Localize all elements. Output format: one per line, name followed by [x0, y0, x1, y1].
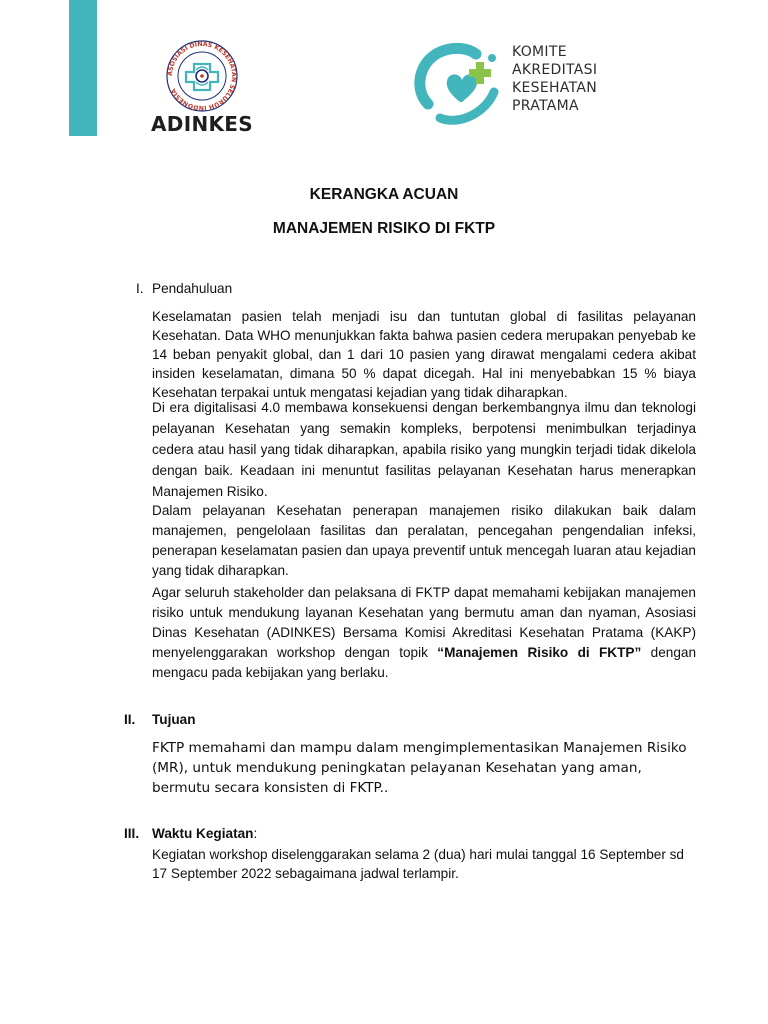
kakp-wordmark — [512, 43, 597, 115]
document-title: KERANGKA ACUAN — [309, 186, 459, 203]
kakp-line-1: KOMITE — [512, 44, 567, 60]
workshop-topic: “Manajemen Risiko di FKTP” — [437, 645, 642, 660]
kakp-emblem-icon — [410, 40, 510, 126]
section-1-paragraph-4-text: Agar seluruh stakeholder dan pelaksana di FKTP dapat memahami kebijakan manajemen risiko untuk mendukung layanan Kesehatan yang bermutu aman dan nyaman, Asosiasi Dinas Kesehatan (ADINKES) Bersama Komisi Akreditasi Kesehatan Pratama (KAKP) menyelenggarakan workshop dengan topik — [152, 585, 696, 660]
section-3-heading: Waktu Kegiatan — [152, 826, 254, 841]
adinkes-ring-text: ASOSIASI DINAS KESEHATAN SELURUH INDONESIA — [166, 40, 238, 112]
section-2-text: FKTP memahami dan mampu dalam mengimplementasikan Manajemen Risiko (MR), untuk mendukung peningkatan pelayanan Kesehatan yang aman, bermutu secara konsisten di FKTP.. — [152, 740, 687, 796]
adinkes-wordmark: ADINKES — [151, 112, 253, 136]
section-3-heading-wrap — [152, 826, 257, 841]
adinkes-logo — [150, 40, 254, 136]
section-2-number: II. — [124, 712, 136, 727]
section-2-heading: Tujuan — [152, 712, 196, 727]
section-3-number: III. — [124, 826, 140, 841]
adinkes-emblem-icon — [156, 40, 248, 112]
teal-accent-bar — [69, 0, 97, 136]
section-1-number: I. — [136, 281, 144, 296]
section-1-heading: Pendahuluan — [152, 281, 233, 296]
kakp-line-2: AKREDITASI — [512, 62, 598, 78]
kakp-line-3: KESEHATAN — [512, 80, 597, 96]
kakp-logo — [410, 40, 610, 130]
section-1-paragraph-2: Di era digitalisasi 4.0 membawa konsekuensi dengan berkembangnya ilmu dan teknologi pelayanan Kesehatan yang semakin kompleks, berpotensi menimbulkan terjadinya cedera atau hasil yang tidak diharapkan, apabila risiko yang mungkin terjadi tidak dikelola dengan baik. Keadaan ini menuntut fasilitas pelayanan Kesehatan harus menerapkan Manajemen Risiko. — [152, 400, 696, 499]
section-1-paragraph-4 — [152, 583, 696, 683]
section-1-paragraph-3: Dalam pelayanan Kesehatan penerapan manajemen risiko dilakukan baik dalam manajemen, pengelolaan fasilitas dan peralatan, pencegahan pengendalian infeksi, penerapan keselamatan pasien dan upaya preventif untuk mencegah luaran atau kejadian yang tidak diharapkan. — [152, 503, 696, 578]
section-3-colon: : — [253, 826, 258, 841]
section-1-paragraph-4-end: dengan mengacu pada kebijakan yang berlaku. — [152, 645, 697, 680]
kakp-line-4: PRATAMA — [512, 98, 579, 114]
section-3-text: Kegiatan workshop diselenggarakan selama 2 (dua) hari mulai tanggal 16 September sd 17 September 2022 sebagaimana jadwal terlampir. — [152, 847, 684, 881]
section-1-paragraph-1: Keselamatan pasien telah menjadi isu dan tuntutan global di fasilitas pelayanan Kesehatan. Data WHO menunjukkan fakta bahwa pasien cedera merupakan penyebab ke 14 beban penyakit global, dan 1 dari 10 pasien yang dirawat mengalami cedera akibat insiden keselamatan, dimana 50 % dapat dicegah. Hal ini menyebabkan 15 % biaya Kesehatan terpakai untuk mengatasi kejadian yang tidak diharapkan. — [152, 309, 696, 400]
document-subtitle: MANAJEMEN RISIKO DI FKTP — [272, 220, 496, 237]
